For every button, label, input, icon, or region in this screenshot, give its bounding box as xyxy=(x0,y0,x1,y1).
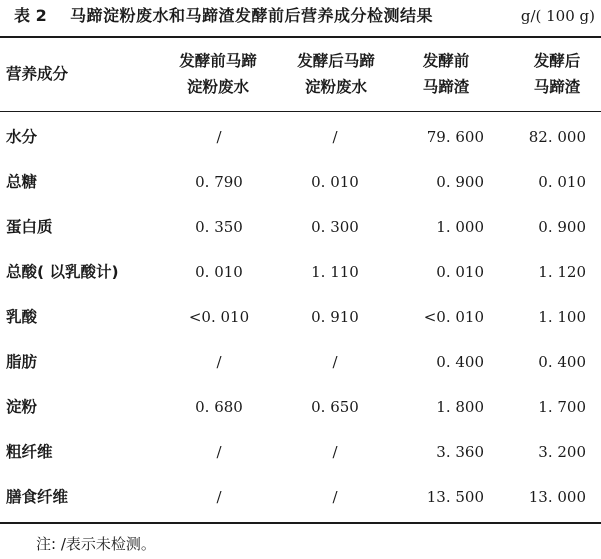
header-line: 发酵后马蹄 xyxy=(297,52,375,70)
cell-residue-after: 82. 000 xyxy=(528,128,586,146)
cell-wastewater-before: / xyxy=(216,488,222,506)
table-row xyxy=(0,347,601,377)
table-header-rule xyxy=(0,111,601,112)
cell-wastewater-before: 0. 790 xyxy=(195,173,243,191)
cell-wastewater-after: 1. 110 xyxy=(311,263,359,281)
row-nutrient-name: 总糖 xyxy=(6,173,38,191)
table-number: 表 2 xyxy=(14,6,47,25)
cell-residue-after: 1. 700 xyxy=(538,398,586,416)
cell-residue-before: 13. 500 xyxy=(426,488,484,506)
cell-wastewater-before: 0. 010 xyxy=(195,263,243,281)
header-line: 发酵前马蹄 xyxy=(179,52,257,70)
row-nutrient-name: 脂肪 xyxy=(6,353,38,371)
table-bottom-rule xyxy=(0,522,601,524)
table-caption xyxy=(0,4,601,28)
cell-residue-before: <0. 010 xyxy=(423,308,484,326)
cell-wastewater-before: <0. 010 xyxy=(188,308,250,326)
header-line: 淀粉废水 xyxy=(304,78,367,96)
cell-residue-after: 0. 010 xyxy=(538,173,586,191)
cell-residue-before: 0. 400 xyxy=(436,353,484,371)
header-line: 发酵前 xyxy=(422,52,470,70)
cell-wastewater-after: / xyxy=(332,353,338,371)
cell-wastewater-before: 0. 680 xyxy=(195,398,243,416)
cell-residue-before: 79. 600 xyxy=(426,128,484,146)
cell-residue-before: 0. 010 xyxy=(436,263,484,281)
table-title: 马蹄淀粉废水和马蹄渣发酵前后营养成分检测结果 xyxy=(70,6,434,25)
cell-wastewater-after: 0. 910 xyxy=(311,308,359,326)
table-row xyxy=(0,122,601,152)
header-wastewater-after xyxy=(280,48,392,100)
cell-wastewater-after: / xyxy=(332,128,338,146)
table-row xyxy=(0,482,601,512)
row-nutrient-name: 乳酸 xyxy=(6,308,38,326)
cell-wastewater-after: 0. 650 xyxy=(311,398,359,416)
header-line: 淀粉废水 xyxy=(186,78,249,96)
header-line: 马蹄渣 xyxy=(533,78,581,96)
cell-residue-after: 3. 200 xyxy=(538,443,586,461)
header-residue-before xyxy=(406,48,486,100)
table-unit: g/( 100 g) xyxy=(520,7,595,25)
table-row xyxy=(0,257,601,287)
row-nutrient-name: 总酸( 以乳酸计) xyxy=(6,263,119,281)
cell-wastewater-before: 0. 350 xyxy=(195,218,243,236)
row-nutrient-name: 水分 xyxy=(6,128,38,146)
cell-residue-after: 0. 400 xyxy=(538,353,586,371)
row-nutrient-name: 淀粉 xyxy=(6,398,38,416)
row-nutrient-name: 膳食纤维 xyxy=(6,488,69,506)
cell-residue-after: 13. 000 xyxy=(528,488,586,506)
table-row xyxy=(0,437,601,467)
table-row xyxy=(0,392,601,422)
cell-wastewater-before: / xyxy=(216,128,222,146)
row-nutrient-name: 蛋白质 xyxy=(6,218,53,236)
table-row xyxy=(0,212,601,242)
cell-residue-after: 0. 900 xyxy=(538,218,586,236)
cell-residue-after: 1. 100 xyxy=(538,308,586,326)
cell-wastewater-before: / xyxy=(216,443,222,461)
cell-residue-before: 0. 900 xyxy=(436,173,484,191)
cell-residue-before: 1. 000 xyxy=(436,218,484,236)
table-row xyxy=(0,302,601,332)
table-top-rule xyxy=(0,36,601,38)
cell-residue-after: 1. 120 xyxy=(538,263,586,281)
header-line: 马蹄渣 xyxy=(422,78,470,96)
cell-wastewater-after: 0. 010 xyxy=(311,173,359,191)
table-row xyxy=(0,167,601,197)
cell-wastewater-before: / xyxy=(216,353,222,371)
header-nutrient-label: 营养成分 xyxy=(6,65,69,83)
row-nutrient-name: 粗纤维 xyxy=(6,443,53,461)
cell-residue-before: 3. 360 xyxy=(436,443,484,461)
cell-wastewater-after: 0. 300 xyxy=(311,218,359,236)
header-line: 发酵后 xyxy=(533,52,581,70)
cell-residue-before: 1. 800 xyxy=(436,398,484,416)
header-residue-after xyxy=(512,48,601,100)
header-nutrient xyxy=(6,61,136,113)
header-wastewater-before xyxy=(162,48,274,100)
cell-wastewater-after: / xyxy=(332,443,338,461)
cell-wastewater-after: / xyxy=(332,488,338,506)
table-footnote: 注: /表示未检测。 xyxy=(36,535,156,553)
